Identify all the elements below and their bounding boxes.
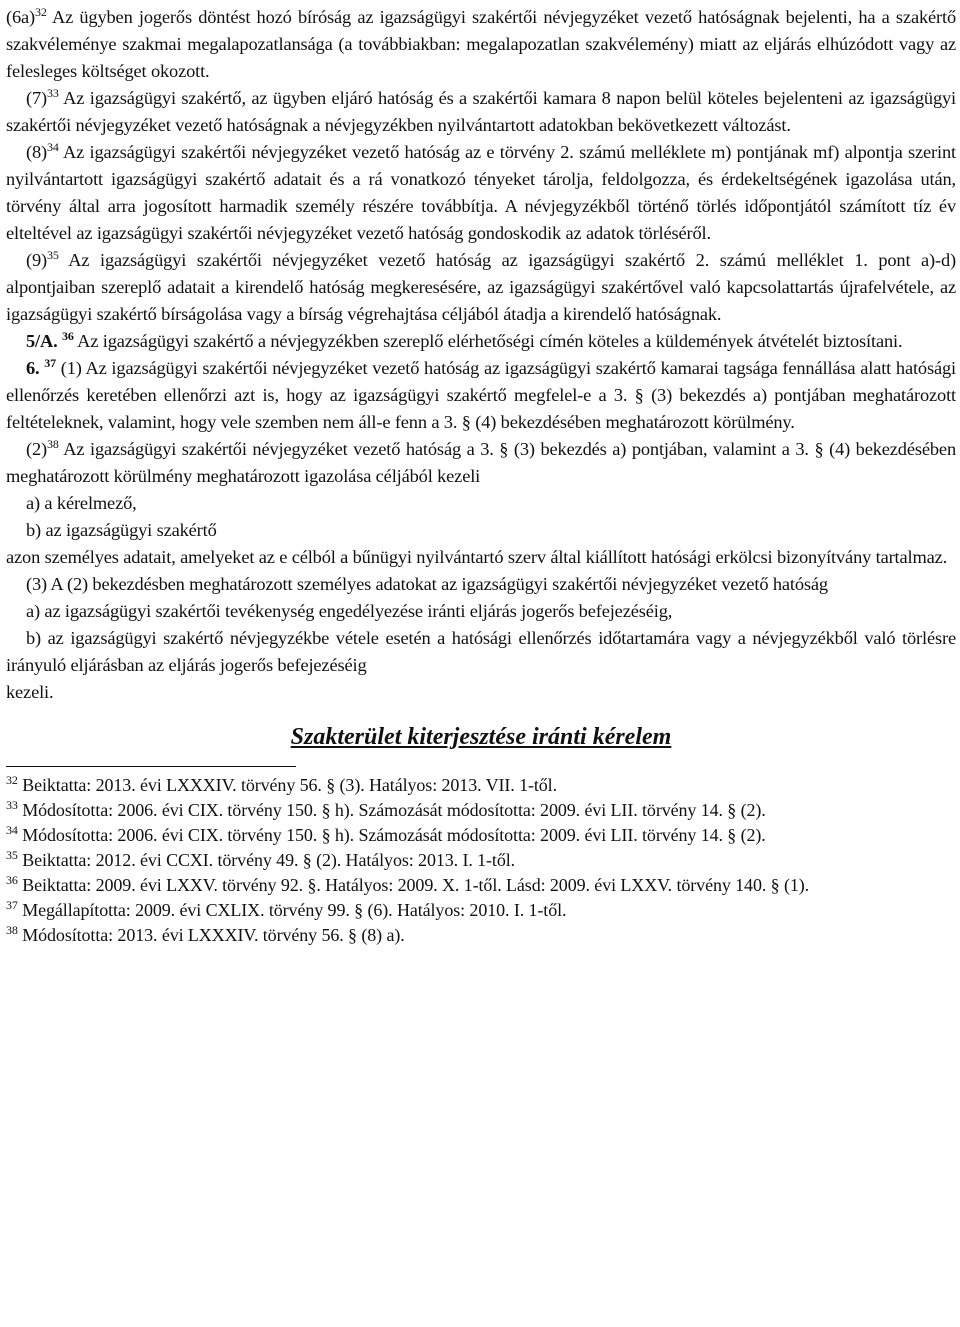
paragraph-7: [6, 85, 956, 139]
list-item-b: b) az igazságügyi szakértő: [26, 520, 217, 540]
footnote-item: [6, 898, 956, 923]
footnote-number: 32: [6, 773, 18, 787]
footnotes: [6, 773, 956, 948]
paragraph-number: (9): [26, 250, 47, 270]
footnote-number: 33: [6, 798, 18, 812]
paragraph-number: (8): [26, 142, 47, 162]
footnote-number: 35: [6, 848, 18, 862]
footnote-text: Beiktatta: 2009. évi LXXV. törvény 92. §. Hatályos: 2009. X. 1-től. Lásd: 2009. évi LXXV. törvény 140. § (1).: [17, 875, 810, 895]
document-page: [6, 4, 956, 948]
footnote-text: Módosította: 2006. évi CIX. törvény 150. § h). Számozását módosította: 2009. évi LII. törvény 14. § (2).: [17, 825, 766, 845]
footnote-item: [6, 773, 956, 798]
footnote-text: Módosította: 2013. évi LXXXIV. törvény 56. § (8) a).: [17, 925, 405, 945]
footnote-ref[interactable]: 38: [47, 437, 59, 451]
section-number: 5/A.: [26, 331, 58, 351]
section-6-paragraph-2: [6, 436, 956, 490]
paragraph-6a: [6, 4, 956, 85]
footnote-item: [6, 798, 956, 823]
list-item-a: a) a kérelmező,: [26, 493, 137, 513]
paragraph-number: (7): [26, 88, 47, 108]
footnote-ref[interactable]: 35: [47, 248, 59, 262]
paragraph-continuation: azon személyes adatait, amelyeket az e célból a bűnügyi nyilvántartó szerv által kiállított hatósági erkölcsi bizonyítvány tartalmaz.: [6, 547, 948, 567]
footnote-number: 36: [6, 873, 18, 887]
paragraph-text: Az ügyben jogerős döntést hozó bíróság az igazságügyi szakértői névjegyzéket vezető hatóságnak bejelenti, ha a szakértő szakvéleménye szakmai megalapozatlansága (a továbbiakban: megalapozatlan szakvélemény) miatt az eljárás elhúzódott vagy az felesleges költséget okozott.: [6, 7, 956, 81]
paragraph-text: Az igazságügyi szakértő, az ügyben eljáró hatóság és a szakértői kamara 8 napon belül köteles bejelenteni az igazságügyi szakértői névjegyzéket vezető hatóságnak a névjegyzékben nyilvántartott adatokban bekövetkezett változást.: [6, 88, 956, 135]
footnote-item: [6, 823, 956, 848]
footnote-ref[interactable]: 34: [47, 140, 59, 154]
footnote-text: Beiktatta: 2013. évi LXXXIV. törvény 56. § (3). Hatályos: 2013. VII. 1-től.: [17, 775, 557, 795]
footnote-item: [6, 873, 956, 898]
footnote-number: 38: [6, 923, 18, 937]
footnote-text: Beiktatta: 2012. évi CCXI. törvény 49. § (2). Hatályos: 2013. I. 1-től.: [17, 850, 516, 870]
list-item-a: a) az igazságügyi szakértői tevékenység engedélyezése iránti eljárás jogerős befejezéséig,: [26, 601, 673, 621]
paragraph-text: Az igazságügyi szakértői névjegyzéket vezető hatóság az igazságügyi szakértő 2. számú melléklet 1. pont a)-d) alpontjaiban szereplő adatait a kirendelő hatóság megkeresésére, az igazságügyi szakértővel való kapcsolattartás újrafelvétele, az igazságügyi szakértő bírságolása vagy a bírság végrehajtása céljából átadja a kirendelő hatóságnak.: [6, 250, 956, 324]
section-text: (1) Az igazságügyi szakértői névjegyzéket vezető hatóság az igazságügyi szakértő kamarai tagsága fennállása alatt hatósági ellenőrzés keretében ellenőrzi azt is, hogy az igazságügyi szakértő megfelel-e a 3. § (3) bekezdés a) pontjában meghatározott feltételeknek, valamint, hogy vele szemben nem áll-e fenn a 3. § (4) bekezdésében meghatározott körülmény.: [6, 358, 956, 432]
footnote-item: [6, 848, 956, 873]
footnote-text: Megállapította: 2009. évi CXLIX. törvény 99. § (6). Hatályos: 2010. I. 1-től.: [17, 900, 567, 920]
paragraph-9: [6, 247, 956, 328]
paragraph-number: (2): [26, 439, 47, 459]
paragraph-8: [6, 139, 956, 247]
footnote-ref[interactable]: 32: [35, 5, 47, 19]
section-6-paragraph-1: [6, 355, 956, 436]
section-6-paragraph-3: (3) A (2) bekezdésben meghatározott személyes adatokat az igazságügyi szakértői névjegyzéket vezető hatóság: [26, 574, 828, 594]
section-text: Az igazságügyi szakértő a névjegyzékben szereplő elérhetőségi címén köteles a küldemények átvételét biztosítani.: [73, 331, 903, 351]
section-number: 6.: [26, 358, 40, 378]
section-heading: Szakterület kiterjesztése iránti kérelem: [290, 724, 672, 750]
footnote-ref[interactable]: 33: [47, 86, 59, 100]
footnote-ref[interactable]: 37: [44, 356, 56, 370]
paragraph-continuation: kezeli.: [6, 682, 54, 702]
paragraph-text: Az igazságügyi szakértői névjegyzéket vezető hatóság az e törvény 2. számú melléklete m) pontjának mf) alpontja szerint nyilvántartott igazságügyi szakértő adatait és a rá vonatkozó tényeket tárolja, feldolgozza, és érdekeltségének igazolása után, törvény által arra jogosított harmadik személy részére továbbítja. A névjegyzékből történő törlés időpontjától számított tíz év elteltével az igazságügyi szakértői névjegyzéket vezető hatóság gondoskodik az adatok törléséről.: [6, 142, 956, 243]
footnote-number: 37: [6, 898, 18, 912]
footnote-separator: [6, 766, 296, 767]
footnote-number: 34: [6, 823, 18, 837]
list-item-b: b) az igazságügyi szakértő névjegyzékbe vétele esetén a hatósági ellenőrzés időtartamára vagy a névjegyzékből való törlésre irányuló eljárásban az eljárás jogerős befejezéséig: [6, 628, 956, 675]
footnote-text: Módosította: 2006. évi CIX. törvény 150. § h). Számozását módosította: 2009. évi LII. törvény 14. § (2).: [17, 800, 766, 820]
footnote-ref[interactable]: 36: [62, 329, 74, 343]
section-5a: [6, 328, 956, 355]
paragraph-text: Az igazságügyi szakértői névjegyzéket vezető hatóság a 3. § (3) bekezdés a) pontjában, valamint a 3. § (4) bekezdésében meghatározott körülmény meghatározott igazolása céljából kezeli: [6, 439, 956, 486]
footnote-item: [6, 923, 956, 948]
paragraph-number: (6a): [6, 7, 36, 27]
